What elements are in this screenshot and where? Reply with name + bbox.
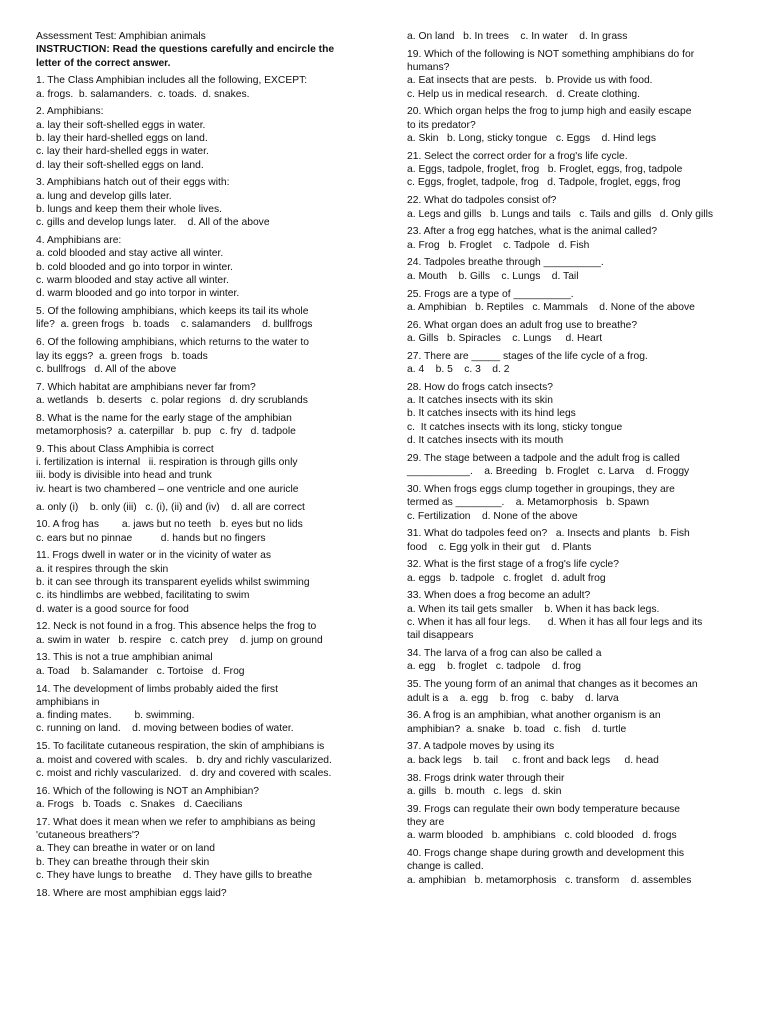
question-q40 [407, 847, 737, 887]
answer-options: a. swim in water b. respire c. catch prey d. jump on ground [36, 634, 323, 646]
answer-options: a. frogs. b. salamanders. c. toads. d. snakes. [36, 88, 250, 100]
answer-options: tail disappears [407, 630, 474, 642]
question-q7 [36, 381, 362, 408]
question-text: 10. A frog has a. jaws but no teeth b. eyes but no lids [36, 519, 303, 531]
question-text: 16. Which of the following is NOT an Amphibian? [36, 785, 260, 797]
question-q2 [36, 105, 362, 171]
question-text: 4. Amphibians are: [36, 235, 122, 247]
question-q14 [36, 683, 362, 736]
question-text: 37. A tadpole moves by using its [407, 741, 555, 753]
answer-options: c. lay their hard-shelled eggs in water. [36, 146, 209, 158]
question-text: 8. What is the name for the early stage of the amphibian [36, 412, 292, 424]
answer-options: b. it can see through its transparent eyelids whilst swimming [36, 576, 310, 588]
question-text: 31. What do tadpoles feed on? a. Insects and plants b. Fish [407, 528, 690, 540]
answer-options: b. They can breathe through their skin [36, 856, 210, 868]
instruction-text: INSTRUCTION: Read the questions carefully and encircle the letter of the correct answer. [36, 44, 335, 69]
question-q29 [407, 452, 737, 479]
question-text: 24. Tadpoles breathe through __________. [407, 257, 604, 269]
question-text: 9. This about Class Amphibia is correct [36, 443, 214, 455]
question-q28 [407, 381, 737, 447]
question-q35 [407, 678, 737, 705]
answer-options: c. Fertilization d. None of the above [407, 510, 578, 522]
question-q20 [407, 105, 737, 145]
answer-options: d. warm blooded and go into torpor in winter. [36, 288, 240, 300]
question-text: 22. What do tadpoles consist of? [407, 195, 557, 207]
answer-options: a. Toad b. Salamander c. Tortoise d. Frog [36, 665, 245, 677]
answer-options: they are [407, 816, 445, 828]
question-q23 [407, 225, 737, 252]
answer-options: c. Help us in medical research. d. Create clothing. [407, 88, 640, 100]
question-q9-options [36, 501, 362, 514]
question-q6 [36, 336, 362, 376]
question-text: 19. Which of the following is NOT something amphibians do for [407, 48, 695, 60]
answer-options: adult is a a. egg b. frog c. baby d. larva [407, 692, 619, 704]
question-text: 38. Frogs drink water through their [407, 772, 565, 784]
answer-options: a. Gills b. Spiracles c. Lungs d. Heart [407, 332, 603, 344]
question-text: 39. Frogs can regulate their own body temperature because [407, 803, 681, 815]
test-title: Assessment Test: Amphibian animals [36, 31, 206, 42]
answer-options: 'cutaneous breathers'? [36, 830, 140, 842]
answer-options: food c. Egg yolk in their gut d. Plants [407, 541, 592, 553]
question-q15 [36, 740, 362, 780]
question-text: 5. Of the following amphibians, which keeps its tail its whole [36, 306, 309, 318]
question-text: 25. Frogs are a type of __________. [407, 288, 574, 300]
question-text: 23. After a frog egg hatches, what is the animal called? [407, 226, 658, 238]
question-q11 [36, 549, 362, 615]
answer-options: metamorphosis? a. caterpillar b. pup c. fry d. tadpole [36, 426, 296, 438]
question-text: 34. The larva of a frog can also be called a [407, 648, 602, 660]
question-text: 7. Which habitat are amphibians never far from? [36, 381, 256, 393]
answer-options: c. its hindlimbs are webbed, facilitating to swim [36, 590, 250, 602]
answer-options: a. Eat insects that are pests. b. Provide us with food. [407, 75, 653, 87]
question-q27 [407, 350, 737, 377]
answer-options: iv. heart is two chambered – one ventricle and one auricle [36, 483, 299, 495]
question-text: 26. What organ does an adult frog use to breathe? [407, 319, 638, 331]
question-text: 33. When does a frog become an adult? [407, 590, 591, 602]
question-text: 28. How do frogs catch insects? [407, 381, 553, 393]
answer-options: to its predator? [407, 119, 476, 131]
question-text: 14. The development of limbs probably aided the first [36, 683, 278, 695]
question-text: 20. Which organ helps the frog to jump high and easily escape [407, 106, 692, 118]
answer-options: a. It catches insects with its skin [407, 395, 553, 407]
question-q19 [407, 48, 737, 101]
question-text: 6. Of the following amphibians, which returns to the water to [36, 337, 310, 349]
answer-options: c. It catches insects with its long, sticky tongue [407, 421, 623, 433]
answer-options: b. lay their hard-shelled eggs on land. [36, 133, 208, 145]
answer-options: a. Eggs, tadpole, froglet, frog b. Froglet, eggs, frog, tadpole [407, 164, 683, 176]
question-text: 15. To facilitate cutaneous respiration, the skin of amphibians is [36, 741, 325, 753]
answer-options: d. lay their soft-shelled eggs on land. [36, 159, 204, 171]
question-q24 [407, 256, 737, 283]
question-q37 [407, 740, 737, 767]
question-text: 3. Amphibians hatch out of their eggs with: [36, 177, 230, 189]
answer-options: a. lay their soft-shelled eggs in water. [36, 119, 206, 131]
question-q21 [407, 150, 737, 190]
right-column [407, 30, 737, 891]
answer-options: a. eggs b. tadpole c. froglet d. adult frog [407, 572, 606, 584]
answer-options: c. warm blooded and stay active all winter. [36, 275, 229, 287]
question-text: 21. Select the correct order for a frog's life cycle. [407, 150, 628, 162]
answer-options: life? a. green frogs b. toads c. salamanders d. bullfrogs [36, 319, 313, 331]
question-q25 [407, 288, 737, 315]
answer-options: a. it respires through the skin [36, 563, 169, 575]
answer-options: humans? [407, 62, 450, 74]
answer-options: a. lung and develop gills later. [36, 190, 172, 202]
question-text: 17. What does it mean when we refer to amphibians as being [36, 816, 316, 828]
question-text: 11. Frogs dwell in water or in the vicinity of water as [36, 550, 272, 562]
question-text: 30. When frogs eggs clump together in groupings, they are [407, 483, 675, 495]
answer-options: c. Eggs, froglet, tadpole, frog d. Tadpole, froglet, eggs, frog [407, 177, 681, 189]
question-q26 [407, 319, 737, 346]
question-q30 [407, 483, 737, 523]
answer-options: a. amphibian b. metamorphosis c. transform d. assembles [407, 874, 692, 886]
question-text: a. only (i) b. only (iii) c. (i), (ii) and (iv) d. all are correct [36, 501, 305, 513]
question-q36 [407, 709, 737, 736]
question-q12 [36, 620, 362, 647]
question-q8 [36, 412, 362, 439]
answer-options: a. When its tail gets smaller b. When it has back legs. [407, 603, 660, 615]
question-q5 [36, 305, 362, 332]
answer-options: amphibian? a. snake b. toad c. fish d. turtle [407, 723, 627, 735]
answer-options: a. warm blooded b. amphibians c. cold blooded d. frogs [407, 830, 677, 842]
answer-options: d. It catches insects with its mouth [407, 435, 564, 447]
question-q22 [407, 194, 737, 221]
answer-options: d. water is a good source for food [36, 603, 189, 615]
question-q4 [36, 234, 362, 300]
answer-options: i. fertilization is internal ii. respiration is through gills only [36, 457, 298, 469]
question-q34 [407, 647, 737, 674]
left-column [36, 30, 362, 905]
question-text: 32. What is the first stage of a frog's life cycle? [407, 559, 620, 571]
question-q31 [407, 527, 737, 554]
question-text: 1. The Class Amphibian includes all the following, EXCEPT: [36, 75, 308, 87]
answer-options: a. gills b. mouth c. legs d. skin [407, 785, 562, 797]
answer-options: a. They can breathe in water or on land [36, 843, 215, 855]
answer-options: c. running on land. d. moving between bodies of water. [36, 723, 294, 735]
answer-options: iii. body is divisible into head and trunk [36, 470, 212, 482]
question-q38 [407, 772, 737, 799]
answer-options: a. egg b. froglet c. tadpole d. frog [407, 661, 582, 673]
question-text: 2. Amphibians: [36, 106, 104, 118]
answer-options: amphibians in [36, 696, 100, 708]
answer-options: c. moist and richly vascularized. d. dry and covered with scales. [36, 767, 332, 779]
answer-options: a. Amphibian b. Reptiles c. Mammals d. None of the above [407, 301, 695, 313]
question-q32 [407, 558, 737, 585]
question-q39 [407, 803, 737, 843]
answer-options: c. They have lungs to breathe d. They have gills to breathe [36, 869, 313, 881]
question-text: 12. Neck is not found in a frog. This absence helps the frog to [36, 621, 317, 633]
answer-options: lay its eggs? a. green frogs b. toads [36, 350, 208, 362]
question-q33 [407, 589, 737, 642]
answer-options: b. lungs and keep them their whole lives. [36, 204, 223, 216]
question-q1 [36, 74, 362, 101]
question-text: 13. This is not a true amphibian animal [36, 652, 213, 664]
answer-options: a. moist and covered with scales. b. dry and richly vascularized. [36, 754, 332, 766]
question-text: 29. The stage between a tadpole and the adult frog is called [407, 452, 680, 464]
question-q13 [36, 651, 362, 678]
question-q18 [36, 887, 362, 900]
answer-options: a. Legs and gills b. Lungs and tails c. Tails and gills d. Only gills [407, 208, 714, 220]
answer-options: a. Frogs b. Toads c. Snakes d. Caecilians [36, 798, 243, 810]
answer-options: c. gills and develop lungs later. d. All of the above [36, 217, 270, 229]
answer-options: a. back legs b. tail c. front and back legs d. head [407, 754, 659, 766]
answer-options: change is called. [407, 861, 484, 873]
question-q9 [36, 443, 362, 496]
answer-options: a. cold blooded and stay active all winter. [36, 248, 224, 260]
answer-options: a. Mouth b. Gills c. Lungs d. Tail [407, 270, 579, 282]
question-q18-options [407, 30, 737, 43]
answer-options: a. wetlands b. deserts c. polar regions d. dry scrublands [36, 394, 308, 406]
answer-options: b. cold blooded and go into torpor in winter. [36, 261, 233, 273]
question-text: 27. There are _____ stages of the life cycle of a frog. [407, 350, 648, 362]
answer-options: c. ears but no pinnae d. hands but no fingers [36, 532, 266, 544]
question-q3 [36, 176, 362, 229]
question-text: 35. The young form of an animal that changes as it becomes an [407, 679, 698, 691]
question-text: 40. Frogs change shape during growth and development this [407, 848, 685, 860]
question-text: a. On land b. In trees c. In water d. In grass [407, 31, 628, 42]
question-q10 [36, 518, 362, 545]
answer-options: c. bullfrogs d. All of the above [36, 363, 177, 375]
question-text: 18. Where are most amphibian eggs laid? [36, 887, 227, 899]
question-q16 [36, 785, 362, 812]
answer-options: a. Skin b. Long, sticky tongue c. Eggs d. Hind legs [407, 133, 656, 145]
answer-options: termed as ________. a. Metamorphosis b. Spawn [407, 497, 650, 509]
answer-options: a. finding mates. b. swimming. [36, 710, 195, 722]
answer-options: a. Frog b. Froglet c. Tadpole d. Fish [407, 239, 590, 251]
answer-options: a. 4 b. 5 c. 3 d. 2 [407, 364, 510, 376]
answer-options: c. When it has all four legs. d. When it has all four legs and its [407, 617, 703, 629]
answer-options: ___________. a. Breeding b. Froglet c. Larva d. Froggy [407, 466, 690, 478]
question-q17 [36, 816, 362, 882]
answer-options: b. It catches insects with its hind legs [407, 408, 576, 420]
question-text: 36. A frog is an amphibian, what another organism is an [407, 710, 661, 722]
